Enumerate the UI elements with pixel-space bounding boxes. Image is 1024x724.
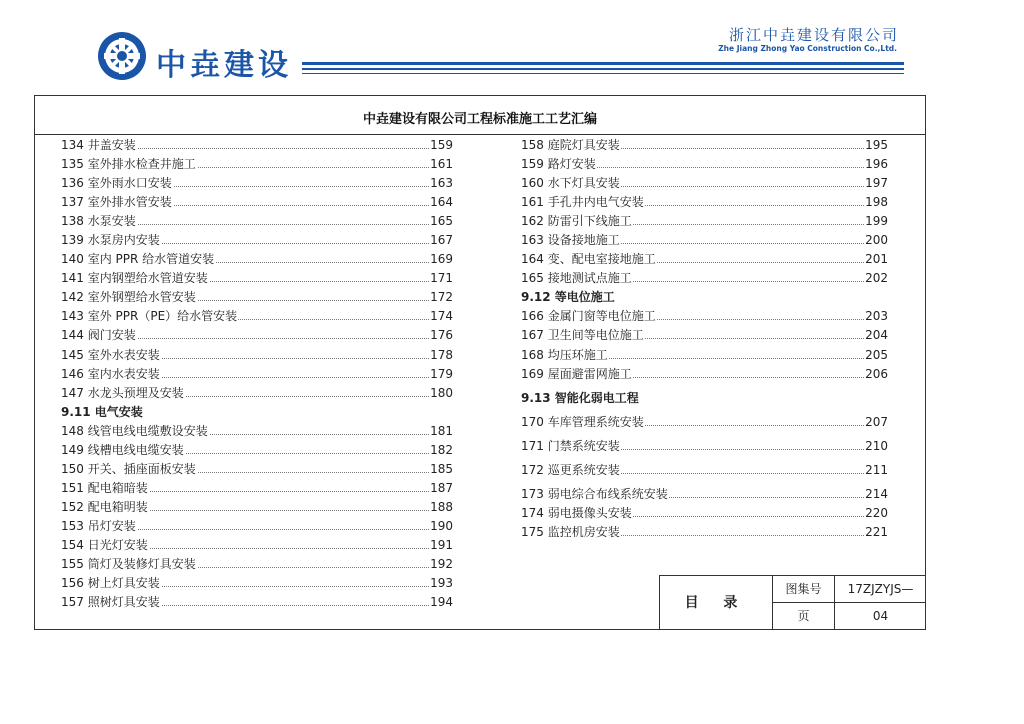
toc-entry	[521, 136, 888, 155]
toc-entry	[61, 498, 453, 517]
entry-page: 199	[864, 212, 888, 231]
entry-title: 175 监控机房安装	[521, 523, 621, 542]
entry-title: 147 水龙头预埋及安装	[61, 384, 185, 403]
entry-page: 179	[429, 365, 453, 384]
entry-page: 205	[864, 346, 888, 365]
toc-entry	[521, 193, 888, 212]
entry-page: 190	[429, 517, 453, 536]
entry-page: 172	[429, 288, 453, 307]
toc-entry	[521, 504, 888, 523]
entry-title: 174 弱电摄像头安装	[521, 504, 633, 523]
entry-page: 163	[429, 174, 453, 193]
entry-title: 172 巡更系统安装	[521, 461, 621, 480]
entry-title: 167 卫生间等电位施工	[521, 326, 645, 345]
entry-page: 171	[429, 269, 453, 288]
entry-page: 202	[864, 269, 888, 288]
entry-page: 197	[864, 174, 888, 193]
toc-right-column	[521, 136, 888, 542]
toc-entry	[521, 269, 888, 288]
entry-page: 165	[429, 212, 453, 231]
entry-page: 211	[864, 461, 888, 480]
entry-title: 161 手孔井内电气安装	[521, 193, 645, 212]
toc-entry	[61, 155, 453, 174]
entry-page: 187	[429, 479, 453, 498]
toc-entry	[521, 231, 888, 250]
entry-title: 173 弱电综合布线系统安装	[521, 485, 669, 504]
title-block	[659, 575, 926, 630]
document-title: 中垚建设有限公司工程标准施工工艺汇编	[362, 112, 597, 127]
toc-entry	[61, 384, 453, 403]
entry-title: 140 室内 PPR 给水管道安装	[61, 250, 215, 269]
entry-title: 135 室外排水检查井施工	[61, 155, 197, 174]
toc-entry	[61, 174, 453, 193]
toc-entry	[61, 479, 453, 498]
toc-entry	[521, 212, 888, 231]
toc-entry	[61, 193, 453, 212]
header-rule	[302, 68, 904, 70]
entry-title: 148 线管电线电缆敷设安装	[61, 422, 209, 441]
entry-page: 194	[429, 593, 453, 612]
toc-entry	[61, 269, 453, 288]
toc-entry	[61, 326, 453, 345]
toc-entry	[61, 307, 453, 326]
catalog-label: 目 录	[660, 576, 773, 630]
entry-title: 162 防雷引下线施工	[521, 212, 633, 231]
entry-page: 188	[429, 498, 453, 517]
entry-page: 221	[864, 523, 888, 542]
company-name-en: Zhe Jiang Zhong Yao Construction Co.,Ltd.	[718, 44, 897, 53]
entry-page: 161	[429, 155, 453, 174]
toc-entry	[521, 485, 888, 504]
entry-title: 159 路灯安装	[521, 155, 597, 174]
entry-title: 149 线槽电线电缆安装	[61, 441, 185, 460]
entry-page: 196	[864, 155, 888, 174]
toc-entry	[61, 212, 453, 231]
entry-title: 168 均压环施工	[521, 346, 609, 365]
toc-entry	[61, 288, 453, 307]
toc-entry	[521, 346, 888, 365]
entry-title: 166 金属门窗等电位施工	[521, 307, 657, 326]
toc-entry	[61, 441, 453, 460]
entry-title: 137 室外排水管安装	[61, 193, 173, 212]
entry-page: 201	[864, 250, 888, 269]
entry-page: 204	[864, 326, 888, 345]
entry-title: 145 室外水表安装	[61, 346, 161, 365]
entry-title: 154 日光灯安装	[61, 536, 149, 555]
toc-entry	[521, 437, 888, 456]
entry-title: 150 开关、插座面板安装	[61, 460, 197, 479]
section-heading: 9.12 等电位施工	[521, 290, 615, 305]
entry-page: 203	[864, 307, 888, 326]
entry-title: 146 室内水表安装	[61, 365, 161, 384]
toc-entry	[61, 555, 453, 574]
entry-page: 220	[864, 504, 888, 523]
entry-page: 159	[429, 136, 453, 155]
entry-page: 195	[864, 136, 888, 155]
entry-page: 182	[429, 441, 453, 460]
entry-page: 214	[864, 485, 888, 504]
toc-entry	[61, 593, 453, 612]
toc-entry	[521, 523, 888, 542]
entry-page: 185	[429, 460, 453, 479]
atlas-number-value: 17ZJZYJS—	[835, 576, 926, 603]
entry-title: 141 室内钢塑给水管道安装	[61, 269, 209, 288]
entry-title: 143 室外 PPR（PE）给水管安装	[61, 307, 238, 326]
entry-page: 200	[864, 231, 888, 250]
toc-entry	[61, 574, 453, 593]
entry-title: 152 配电箱明装	[61, 498, 149, 517]
toc-entry	[521, 250, 888, 269]
toc-entry	[521, 365, 888, 384]
title-row	[35, 96, 925, 135]
entry-title: 169 屋面避雷网施工	[521, 365, 633, 384]
atlas-number-key: 图集号	[773, 576, 835, 603]
entry-title: 144 阀门安装	[61, 326, 137, 345]
header-rule	[302, 62, 904, 65]
brand-name: 中垚建设	[156, 48, 292, 83]
toc-entry	[521, 461, 888, 480]
entry-page: 174	[429, 307, 453, 326]
toc-entry	[521, 413, 888, 432]
toc-entry	[521, 174, 888, 193]
entry-page: 192	[429, 555, 453, 574]
entry-title: 139 水泵房内安装	[61, 231, 161, 250]
page-number: 04	[872, 609, 889, 623]
entry-title: 153 吊灯安装	[61, 517, 137, 536]
toc-entry	[61, 422, 453, 441]
toc-entry	[61, 231, 453, 250]
entry-page: 206	[864, 365, 888, 384]
entry-title: 164 变、配电室接地施工	[521, 250, 657, 269]
entry-page: 193	[429, 574, 453, 593]
section-heading: 9.13 智能化弱电工程	[521, 390, 639, 405]
entry-title: 165 接地测试点施工	[521, 269, 633, 288]
toc-entry	[61, 250, 453, 269]
toc-entry	[61, 346, 453, 365]
entry-title: 142 室外钢塑给水管安装	[61, 288, 197, 307]
entry-title: 170 车库管理系统安装	[521, 413, 645, 432]
company-name-cn: 浙江中垚建设有限公司	[728, 26, 899, 44]
entry-title: 138 水泵安装	[61, 212, 137, 231]
toc-entry	[61, 536, 453, 555]
toc-entry	[61, 365, 453, 384]
page-key: 页	[773, 603, 835, 630]
toc-entry	[61, 136, 453, 155]
entry-title: 151 配电箱暗装	[61, 479, 149, 498]
toc-entry	[521, 307, 888, 326]
toc-entry	[521, 155, 888, 174]
toc-left-column	[61, 136, 453, 612]
entry-title: 163 设备接地施工	[521, 231, 621, 250]
toc-entry	[61, 460, 453, 479]
section-heading: 9.11 电气安装	[61, 404, 143, 419]
toc-entry	[61, 517, 453, 536]
entry-page: 176	[429, 326, 453, 345]
entry-title: 158 庭院灯具安装	[521, 136, 621, 155]
entry-page: 180	[429, 384, 453, 403]
entry-title: 157 照树灯具安装	[61, 593, 161, 612]
entry-title: 155 筒灯及装修灯具安装	[61, 555, 197, 574]
entry-title: 171 门禁系统安装	[521, 437, 621, 456]
entry-page: 198	[864, 193, 888, 212]
header-rule	[302, 73, 904, 74]
entry-title: 156 树上灯具安装	[61, 574, 161, 593]
entry-page: 167	[429, 231, 453, 250]
entry-title: 136 室外雨水口安装	[61, 174, 173, 193]
entry-page: 178	[429, 346, 453, 365]
entry-page: 191	[429, 536, 453, 555]
entry-page: 207	[864, 413, 888, 432]
entry-page: 181	[429, 422, 453, 441]
entry-page: 164	[429, 193, 453, 212]
entry-page: 169	[429, 250, 453, 269]
company-logo-icon	[96, 30, 148, 82]
entry-page: 210	[864, 437, 888, 456]
toc-entry	[521, 326, 888, 345]
document-frame	[34, 95, 926, 630]
entry-title: 134 井盖安装	[61, 136, 137, 155]
entry-title: 160 水下灯具安装	[521, 174, 621, 193]
